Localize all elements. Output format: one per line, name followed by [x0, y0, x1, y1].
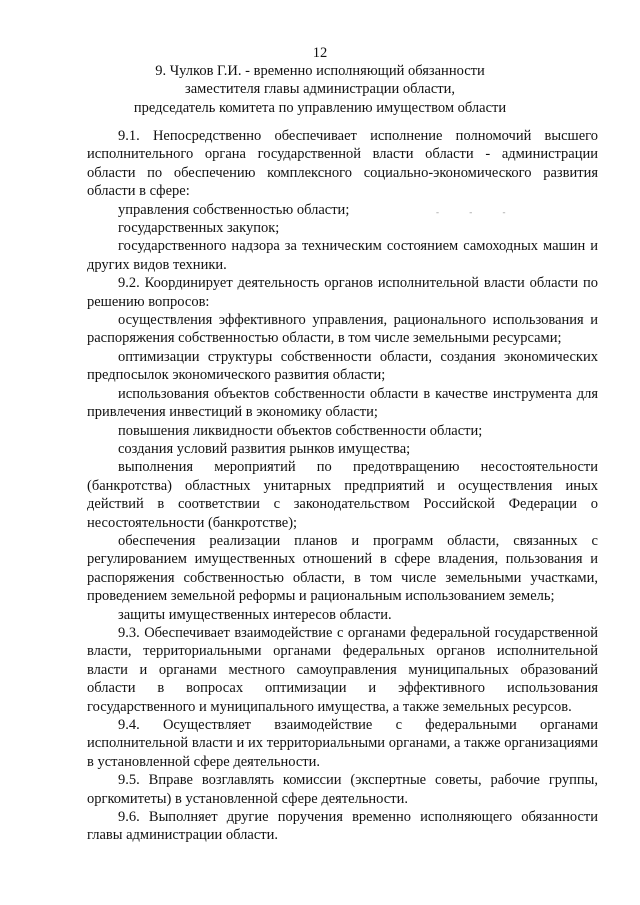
scan-marks: - - - — [436, 207, 520, 217]
paragraph-9-5: 9.5. Вправе возглавлять комиссии (экспертные советы, рабочие группы, оргкомитеты) в установленной сфере деятельности. — [87, 772, 598, 807]
list-item: государственного надзора за техническим состоянием самоходных машин и других видов техники. — [87, 238, 598, 273]
list-item: оптимизации структуры собственности области, создания экономических предпосылок экономического развития области; — [87, 348, 598, 384]
list-item: управления собственностью области; — [118, 201, 350, 218]
list-item: государственных закупок; — [118, 220, 280, 237]
list-item: защиты имущественных интересов области. — [118, 606, 392, 623]
heading-line: председатель комитета по управлению имуществом области — [133, 99, 507, 116]
heading-line: заместителя главы администрации области, — [185, 81, 455, 98]
paragraph-9-1: 9.1. Непосредственно обеспечивает исполнение полномочий высшего исполнительного органа государственной власти области - администрации области по обеспечению комплексного социально-экономического развития области в сфере: — [87, 128, 598, 200]
paragraph-9-4: 9.4. Осуществляет взаимодействие с федеральными органами исполнительной власти и их территориальными органами, а также организациями в установленной сфере деятельности. — [87, 717, 598, 770]
list-item: обеспечения реализации планов и программ области, связанных с регулированием имущественных отношений в сфере владения, пользования и распоряжения собственностью области, в том числе земельными участками, проведением земельной реформы и рациональным использованием земель; — [87, 532, 598, 605]
paragraph-9-2: 9.2. Координирует деятельность органов исполнительной власти области по решению вопросов: — [87, 275, 598, 310]
document-body — [87, 127, 598, 845]
paragraph-9-3: 9.3. Обеспечивает взаимодействие с органами федеральной государственной власти, территориальными органами федеральных органов исполнительной власти и органами местного самоуправления муниципальных образований области в вопросах оптимизации и эффективного использования государственного и муниципального имущества, а также земельных ресурсов. — [87, 624, 598, 715]
page-number: 12 — [312, 45, 328, 61]
list-item: осуществления эффективного управления, рационального использования и распоряжения собственностью области, в том числе земельными ресурсами; — [87, 312, 598, 347]
list-item: повышения ликвидности объектов собственности области; — [118, 422, 483, 439]
list-item: создания условий развития рынков имущества; — [118, 440, 411, 457]
section-heading — [0, 62, 640, 117]
list-item: выполнения мероприятий по предотвращению несостоятельности (банкротства) областных унитарных предприятий и осуществления иных действий в соответствии с законодательством Российской Федерации о несостоятельности (банкротстве); — [87, 459, 598, 531]
paragraph-9-6: 9.6. Выполняет другие поручения временно исполняющего обязанности главы администрации области. — [87, 809, 598, 844]
list-item: использования объектов собственности области в качестве инструмента для привлечения инвестиций в экономику области; — [87, 385, 598, 421]
heading-line: 9. Чулков Г.И. - временно исполняющий обязанности — [155, 63, 485, 79]
